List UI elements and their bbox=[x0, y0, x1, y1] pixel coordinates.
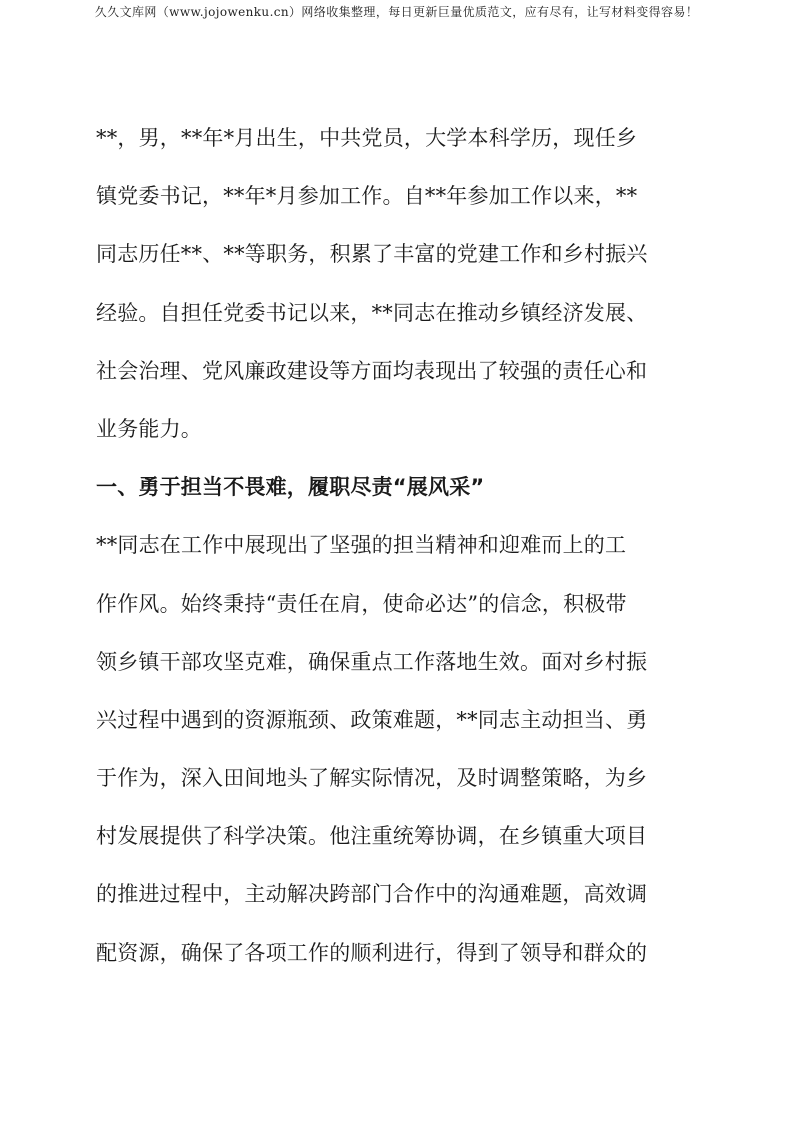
body-line: 兴过程中遇到的资源瓶颈、政策难题，**同志主动担当、勇 bbox=[96, 707, 648, 732]
body-line: 业务能力。 bbox=[96, 416, 202, 441]
body-line: 同志历任**、**等职务，积累了丰富的党建工作和乡村振兴 bbox=[96, 242, 648, 267]
document-body bbox=[96, 118, 656, 991]
body-line: 于作为，深入田间地头了解实际情况，及时调整策略，为乡 bbox=[96, 766, 648, 791]
body-line: 配资源，确保了各项工作的顺利进行，得到了领导和群众的 bbox=[96, 940, 648, 965]
body-line: 领乡镇干部攻坚克难，确保重点工作落地生效。面对乡村振 bbox=[96, 649, 648, 674]
body-line: **同志在工作中展现出了坚强的担当精神和迎难而上的工 bbox=[96, 533, 627, 558]
body-line: 的推进过程中，主动解决跨部门合作中的沟通难题，高效调 bbox=[96, 882, 648, 907]
body-line: 镇党委书记，**年*月参加工作。自**年参加工作以来，** bbox=[96, 184, 638, 209]
body-line: 村发展提供了科学决策。他注重统筹协调，在乡镇重大项目 bbox=[96, 824, 648, 849]
body-line: 社会治理、党风廉政建设等方面均表现出了较强的责任心和 bbox=[96, 358, 648, 383]
body-line: **，男，**年*月出生，中共党员，大学本科学历，现任乡 bbox=[96, 126, 638, 150]
section-heading: 一、勇于担当不畏难，履职尽责“展风采” bbox=[96, 475, 485, 500]
body-line: 经验。自担任党委书记以来，**同志在推动乡镇经济发展、 bbox=[96, 300, 648, 325]
page-header: 久久文库网（www.jojowenku.cn）网络收集整理，每日更新巨量优质范文，应有尽有，让写材料变得容易！ bbox=[94, 5, 699, 19]
body-line: 作作风。始终秉持“责任在肩，使命必达”的信念，积极带 bbox=[96, 591, 627, 616]
